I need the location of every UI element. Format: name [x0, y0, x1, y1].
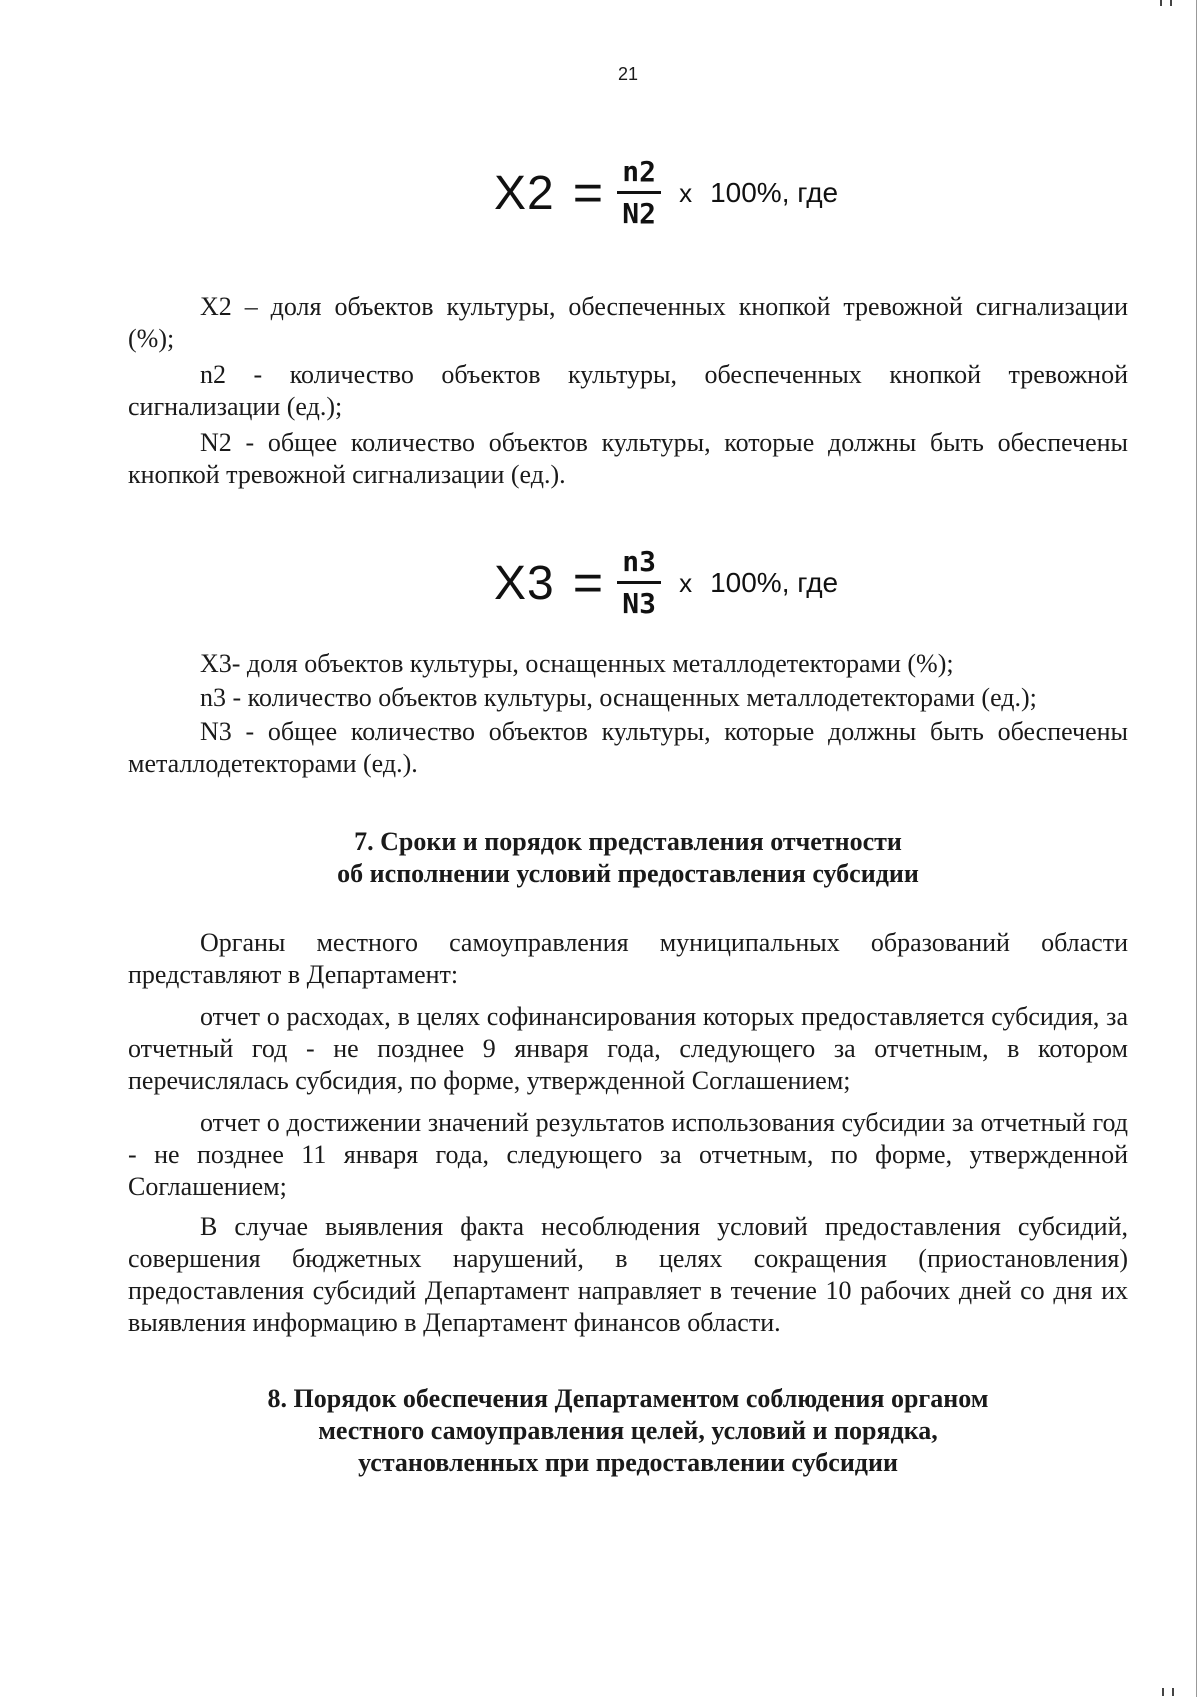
formula-x3-times: x	[679, 567, 693, 598]
definition-N3: N3 - общее количество объектов культуры, которые должны быть обеспечены металлодетекторами (ед.).	[128, 717, 1128, 778]
definition-n3: n3 - количество объектов культуры, оснащенных металлодетекторами (ед.);	[200, 683, 1037, 712]
formula-x2-denominator: N2	[622, 197, 656, 230]
formula-x2-fraction	[617, 156, 661, 230]
section-7-paragraph-3: отчет о достижении значений результатов использования субсидии за отчетный год - не позднее 11 января года, следующего за отчетным, по форме, утвержденной Соглашением;	[128, 1108, 1128, 1201]
section-7-paragraph-4: В случае выявления факта несоблюдения условий предоставления субсидий, совершения бюджетных нарушений, в целях сокращения (приостановления) предоставления субсидий Департамент направляет в течение 10 рабочих дней со дня их выявления информацию в Департамент финансов области.	[128, 1212, 1128, 1337]
definition-x3: X3- доля объектов культуры, оснащенных металлодетекторами (%);	[200, 649, 954, 678]
section-7-paragraph-1: Органы местного самоуправления муниципальных образований области представляют в Департамент:	[128, 928, 1128, 989]
section-8-heading-line: установленных при предоставлении субсидии	[358, 1448, 898, 1477]
definition-N2: N2 - общее количество объектов культуры, которые должны быть обеспечены кнопкой тревожной сигнализации (ед.).	[128, 428, 1128, 489]
formula-x2-lhs: X2	[494, 166, 555, 220]
section-7-heading-line: 7. Сроки и порядок представления отчетности	[354, 827, 902, 856]
page-number: 21	[617, 64, 639, 84]
scan-edge-mark-bottom	[1172, 1688, 1174, 1696]
section-7-paragraph-2: отчет о расходах, в целях софинансирования которых предоставляется субсидия, за отчетный год - не позднее 9 января года, следующего за отчетным, в котором перечислялась субсидия, по форме, утвержденной Соглашением;	[128, 1002, 1128, 1095]
formula-x3-denominator: N3	[622, 587, 656, 620]
formula-x3-equals: =	[572, 554, 604, 612]
section-7-heading	[128, 826, 1128, 890]
formula-x2-times: x	[679, 177, 693, 208]
formula-x2-numerator: n2	[622, 155, 656, 188]
formula-x3-fraction	[617, 546, 661, 620]
formula-x3-lhs: X3	[494, 556, 555, 610]
definition-x2: X2 – доля объектов культуры, обеспеченных кнопкой тревожной сигнализации (%);	[128, 292, 1128, 353]
section-8-heading	[128, 1383, 1128, 1479]
formula-x3	[494, 546, 838, 620]
scan-edge-mark-top	[1160, 0, 1162, 6]
formula-x3-numerator: n3	[622, 545, 656, 578]
formula-x2-equals: =	[572, 164, 604, 222]
fraction-bar	[617, 581, 661, 584]
formula-x2-tail: 100%, где	[710, 177, 839, 208]
section-7-heading-line: об исполнении условий предоставления субсидии	[337, 859, 919, 888]
scan-edge-mark-bottom	[1162, 1688, 1164, 1696]
section-8-heading-line: местного самоуправления целей, условий и порядка,	[318, 1416, 938, 1445]
definition-n2: n2 - количество объектов культуры, обеспеченных кнопкой тревожной сигнализации (ед.);	[128, 360, 1128, 421]
formula-x3-tail: 100%, где	[710, 567, 839, 598]
formula-x2	[494, 156, 838, 230]
scan-edge-mark-top	[1170, 0, 1172, 6]
fraction-bar	[617, 191, 661, 194]
scan-edge-line-right	[1196, 0, 1197, 1697]
section-8-heading-line: 8. Порядок обеспечения Департаментом соблюдения органом	[267, 1384, 989, 1413]
